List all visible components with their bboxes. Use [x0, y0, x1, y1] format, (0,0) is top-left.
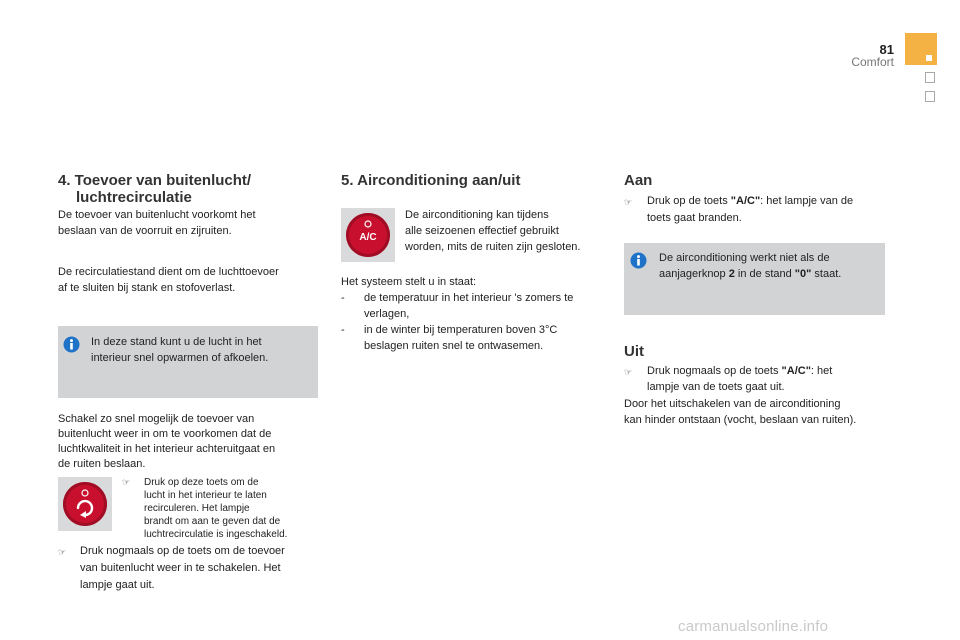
paragraph: De recirculatiestand dient om de luchttoevoer af te sluiten bij stank en stofoverlast. [58, 266, 279, 294]
chapter-tab-outline [925, 91, 935, 102]
chapter-tab-outline [925, 72, 935, 83]
info-icon [630, 252, 647, 269]
button-instruction: ☞ Druk op deze toets om de lucht in het interieur te laten recirculeren. Het lampje brandt om aan te geven dat de luchtrecirculatie is ingeschakeld. [122, 477, 288, 540]
info-box [624, 243, 885, 315]
uit-title: Uit [624, 343, 644, 360]
paragraph: De airconditioning kan tijdens alle seizoenen effectief gebruikt worden, mits de ruiten zijn gesloten. [405, 209, 581, 253]
chapter-tab-active [905, 33, 937, 65]
info-icon [63, 336, 80, 353]
info-text: De airconditioning werkt niet als de aanjagerknop 2 in de stand "0" staat. [659, 252, 842, 280]
list-item: - de temperatuur in het interieur 's zomers te verlagen, [341, 292, 574, 320]
bullet-arrow-icon: ☞ [624, 197, 633, 207]
watermark: carmanualsonline.info [678, 618, 829, 635]
paragraph: Schakel zo snel mogelijk de toevoer van buitenlucht weer in om te voorkomen dat de luchtkwaliteit in het interieur achteruitgaat en de ruiten beslaan. [58, 413, 276, 470]
section-5-title: 5. Airconditioning aan/uit [341, 172, 521, 189]
page-number: 81 [879, 42, 894, 57]
bullet-arrow-icon: ☞ [624, 367, 633, 377]
info-text: In deze stand kunt u de lucht in het interieur snel opwarmen of afkoelen. [91, 336, 269, 364]
list-block [341, 274, 611, 354]
bullet-arrow-icon: ☞ [122, 477, 131, 487]
bullet-item: ☞ Druk nogmaals op de toets "A/C": het lampje van de toets gaat uit. [624, 365, 833, 393]
paragraph: De toevoer van buitenlucht voorkomt het beslaan van de voorruit en zijruiten. [58, 209, 256, 237]
led-indicator-icon [82, 490, 88, 496]
ac-button-image [341, 208, 395, 262]
list-item: - in de winter bij temperaturen boven 3°C beslagen ruiten snel te ontwasemen. [341, 324, 558, 352]
recirculation-button-image [58, 477, 112, 531]
aan-title: Aan [624, 172, 653, 189]
paragraph: Door het uitschakelen van de airconditioning kan hinder ontstaan (vocht, beslaan van ruiten). [624, 398, 857, 426]
ac-button-label: A/C [359, 232, 377, 243]
bullet-item: ☞ Druk nogmaals op de toets om de toevoer van buitenlucht weer in te schakelen. Het lampje gaat uit. [58, 545, 285, 591]
bullet-arrow-icon: ☞ [58, 547, 67, 557]
section-4-title: 4. Toevoer van buitenlucht/ luchtrecirculatie [58, 172, 252, 206]
section-title: Comfort [851, 55, 894, 69]
bullet-item: ☞ Druk op de toets "A/C": het lampje van de toets gaat branden. [624, 195, 854, 224]
list-intro: Het systeem stelt u in staat: [341, 276, 477, 288]
info-box [58, 326, 318, 398]
recirculation-icon [63, 482, 107, 526]
